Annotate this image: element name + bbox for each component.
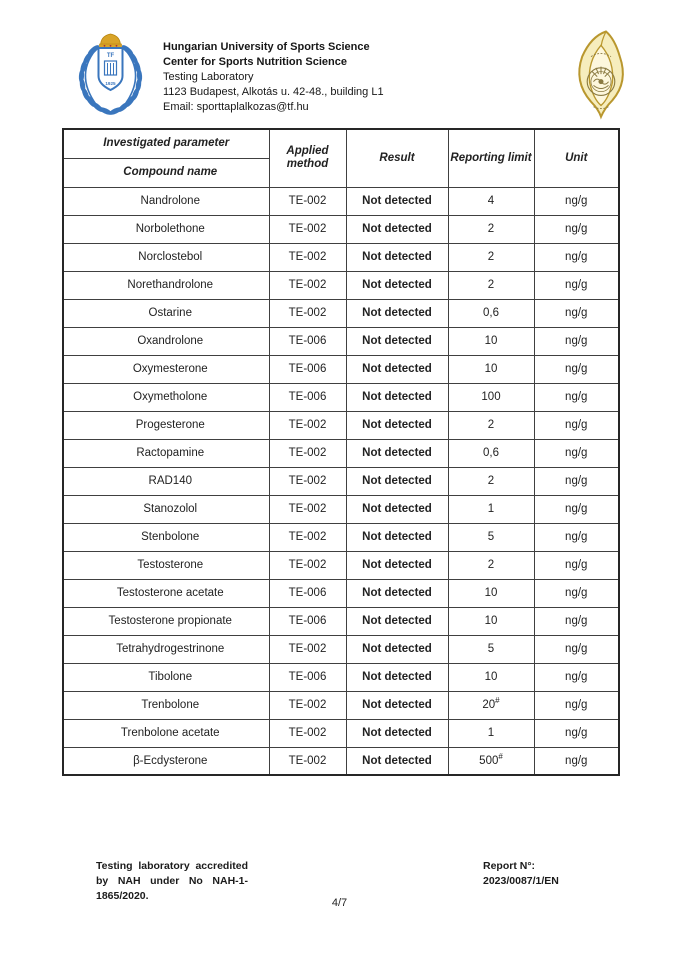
- table-row: [63, 187, 619, 215]
- reporting-limit-cell: 2: [448, 551, 534, 579]
- table-row: [63, 467, 619, 495]
- results-table-body: [63, 187, 619, 775]
- unit-cell: ng/g: [534, 299, 619, 327]
- result-cell: Not detected: [346, 523, 448, 551]
- result-cell: Not detected: [346, 495, 448, 523]
- result-cell: Not detected: [346, 299, 448, 327]
- table-row: [63, 747, 619, 775]
- col-header-unit: Unit: [534, 129, 619, 187]
- reporting-limit-cell: 10: [448, 607, 534, 635]
- reporting-limit-cell: 10: [448, 579, 534, 607]
- applied-method-cell: TE-006: [269, 607, 346, 635]
- unit-cell: ng/g: [534, 243, 619, 271]
- table-row: [63, 243, 619, 271]
- table-row: [63, 523, 619, 551]
- result-cell: Not detected: [346, 635, 448, 663]
- table-row: [63, 719, 619, 747]
- reporting-limit-cell: 10: [448, 327, 534, 355]
- applied-method-cell: TE-006: [269, 327, 346, 355]
- result-cell: Not detected: [346, 663, 448, 691]
- table-row: [63, 299, 619, 327]
- unit-cell: ng/g: [534, 215, 619, 243]
- reporting-limit-cell: 10: [448, 355, 534, 383]
- unit-cell: ng/g: [534, 439, 619, 467]
- table-row: [63, 383, 619, 411]
- center-name: Center for Sports Nutrition Science: [163, 56, 347, 68]
- accreditation-line: by NAH under No NAH-1-: [96, 875, 248, 887]
- applied-method-cell: TE-002: [269, 187, 346, 215]
- result-cell: Not detected: [346, 439, 448, 467]
- unit-cell: ng/g: [534, 691, 619, 719]
- result-cell: Not detected: [346, 271, 448, 299]
- compound-name-cell: Tetrahydrogestrinone: [63, 635, 269, 663]
- university-logo: [57, 33, 164, 123]
- unit-cell: ng/g: [534, 355, 619, 383]
- compound-name-cell: Trenbolone: [63, 691, 269, 719]
- table-row: [63, 271, 619, 299]
- reporting-limit-cell: 2: [448, 271, 534, 299]
- applied-method-cell: TE-002: [269, 467, 346, 495]
- applied-method-cell: TE-002: [269, 635, 346, 663]
- reporting-limit-cell: 2: [448, 467, 534, 495]
- report-number-value: 2023/0087/1/EN: [483, 875, 559, 887]
- unit-cell: ng/g: [534, 467, 619, 495]
- limit-footnote-marker: #: [495, 696, 500, 706]
- reporting-limit-cell: 1: [448, 495, 534, 523]
- table-row: [63, 691, 619, 719]
- table-row: [63, 439, 619, 467]
- compound-name-cell: Stanozolol: [63, 495, 269, 523]
- applied-method-cell: TE-002: [269, 747, 346, 775]
- compound-name-cell: Testosterone acetate: [63, 579, 269, 607]
- table-row: [63, 579, 619, 607]
- unit-cell: ng/g: [534, 383, 619, 411]
- svg-text:TF: TF: [106, 53, 115, 59]
- col-header-compound-name: Compound name: [63, 158, 269, 187]
- university-crest-icon: [57, 33, 164, 123]
- unit-cell: ng/g: [534, 607, 619, 635]
- result-cell: Not detected: [346, 551, 448, 579]
- applied-method-cell: TE-002: [269, 523, 346, 551]
- result-cell: Not detected: [346, 719, 448, 747]
- result-cell: Not detected: [346, 383, 448, 411]
- result-cell: Not detected: [346, 579, 448, 607]
- unit-cell: ng/g: [534, 523, 619, 551]
- unit-cell: ng/g: [534, 579, 619, 607]
- compound-name-cell: Trenbolone acetate: [63, 719, 269, 747]
- accreditation-seal-icon: [561, 29, 641, 123]
- col-header-applied-method: Applied method: [269, 129, 346, 187]
- applied-method-cell: TE-002: [269, 299, 346, 327]
- compound-name-cell: Oxandrolone: [63, 327, 269, 355]
- table-row: [63, 411, 619, 439]
- compound-name-cell: Testosterone propionate: [63, 607, 269, 635]
- table-row: [63, 327, 619, 355]
- applied-method-cell: TE-002: [269, 243, 346, 271]
- reporting-limit-cell: 500#: [448, 747, 534, 775]
- result-cell: Not detected: [346, 467, 448, 495]
- unit-cell: ng/g: [534, 271, 619, 299]
- table-row: [63, 355, 619, 383]
- table-row: [63, 663, 619, 691]
- applied-method-cell: TE-002: [269, 719, 346, 747]
- compound-name-cell: Oxymetholone: [63, 383, 269, 411]
- reporting-limit-cell: 20#: [448, 691, 534, 719]
- unit-cell: ng/g: [534, 719, 619, 747]
- limit-footnote-marker: #: [498, 751, 503, 761]
- table-row: [63, 635, 619, 663]
- page-number: 4/7: [331, 897, 348, 909]
- compound-name-cell: RAD140: [63, 467, 269, 495]
- unit-cell: ng/g: [534, 635, 619, 663]
- compound-name-cell: Ractopamine: [63, 439, 269, 467]
- org-name: Hungarian University of Sports Science: [163, 41, 370, 53]
- table-row: [63, 551, 619, 579]
- result-cell: Not detected: [346, 607, 448, 635]
- report-number-label: Report N°:: [483, 860, 536, 872]
- compound-name-cell: Norethandrolone: [63, 271, 269, 299]
- applied-method-cell: TE-002: [269, 551, 346, 579]
- accreditation-line: Testing laboratory accredited: [96, 860, 248, 872]
- reporting-limit-cell: 0,6: [448, 299, 534, 327]
- result-cell: Not detected: [346, 355, 448, 383]
- accreditation-line: 1865/2020.: [96, 890, 149, 902]
- compound-name-cell: Testosterone: [63, 551, 269, 579]
- address: 1123 Budapest, Alkotás u. 42-48., building L1: [163, 86, 384, 98]
- applied-method-cell: TE-006: [269, 663, 346, 691]
- table-row: [63, 607, 619, 635]
- unit-cell: ng/g: [534, 747, 619, 775]
- applied-method-cell: TE-002: [269, 495, 346, 523]
- reporting-limit-cell: 100: [448, 383, 534, 411]
- applied-method-cell: TE-006: [269, 383, 346, 411]
- svg-text:1925: 1925: [105, 81, 116, 86]
- result-cell: Not detected: [346, 243, 448, 271]
- reporting-limit-cell: 1: [448, 719, 534, 747]
- applied-method-cell: TE-006: [269, 579, 346, 607]
- reporting-limit-cell: 2: [448, 411, 534, 439]
- result-cell: Not detected: [346, 411, 448, 439]
- result-cell: Not detected: [346, 215, 448, 243]
- applied-method-cell: TE-002: [269, 271, 346, 299]
- unit-cell: ng/g: [534, 551, 619, 579]
- letterhead-text: [163, 40, 384, 115]
- result-cell: Not detected: [346, 327, 448, 355]
- results-table: [62, 128, 620, 776]
- applied-method-cell: TE-002: [269, 215, 346, 243]
- compound-name-cell: Norbolethone: [63, 215, 269, 243]
- reporting-limit-cell: 5: [448, 523, 534, 551]
- reporting-limit-cell: 4: [448, 187, 534, 215]
- col-header-reporting-limit: Reporting limit: [448, 129, 534, 187]
- col-header-investigated-parameter: Investigated parameter: [63, 129, 269, 158]
- compound-name-cell: Ostarine: [63, 299, 269, 327]
- compound-name-cell: Norclostebol: [63, 243, 269, 271]
- reporting-limit-cell: 5: [448, 635, 534, 663]
- result-cell: Not detected: [346, 187, 448, 215]
- report-number-block: [483, 859, 559, 889]
- table-row: [63, 215, 619, 243]
- reporting-limit-cell: 10: [448, 663, 534, 691]
- compound-name-cell: Stenbolone: [63, 523, 269, 551]
- unit-cell: ng/g: [534, 663, 619, 691]
- table-row: [63, 495, 619, 523]
- applied-method-cell: TE-006: [269, 355, 346, 383]
- compound-name-cell: Nandrolone: [63, 187, 269, 215]
- reporting-limit-cell: 2: [448, 243, 534, 271]
- unit-cell: ng/g: [534, 411, 619, 439]
- result-cell: Not detected: [346, 747, 448, 775]
- unit-cell: ng/g: [534, 495, 619, 523]
- results-table-header: [63, 129, 619, 187]
- compound-name-cell: Oxymesterone: [63, 355, 269, 383]
- reporting-limit-cell: 2: [448, 215, 534, 243]
- applied-method-cell: TE-002: [269, 691, 346, 719]
- unit-cell: ng/g: [534, 187, 619, 215]
- compound-name-cell: Tibolone: [63, 663, 269, 691]
- applied-method-cell: TE-002: [269, 411, 346, 439]
- unit-cell: ng/g: [534, 327, 619, 355]
- compound-name-cell: β-Ecdysterone: [63, 747, 269, 775]
- applied-method-cell: TE-002: [269, 439, 346, 467]
- reporting-limit-cell: 0,6: [448, 439, 534, 467]
- col-header-result: Result: [346, 129, 448, 187]
- compound-name-cell: Progesterone: [63, 411, 269, 439]
- result-cell: Not detected: [346, 691, 448, 719]
- email: Email: sporttaplalkozas@tf.hu: [163, 101, 309, 113]
- department: Testing Laboratory: [163, 71, 254, 83]
